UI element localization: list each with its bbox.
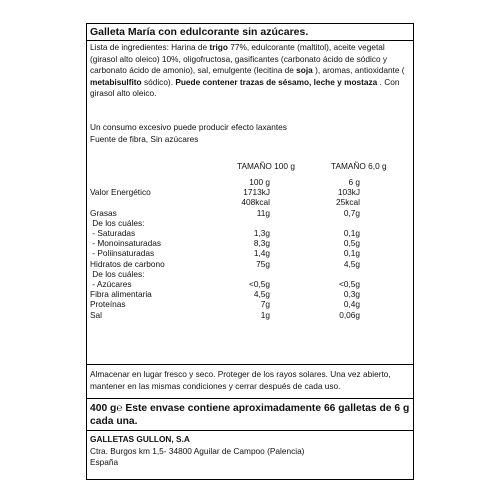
nutrition-row — [87, 197, 413, 207]
nutrient-name: Fibra alimentaria — [90, 289, 152, 300]
company-address: Ctra. Burgos km 1,5- 34800 Aguilar de Campoo (Palencia) — [90, 445, 305, 456]
nutrient-name: De los cuáles: — [90, 268, 145, 279]
nutrition-row — [87, 279, 413, 289]
nutrient-name: Proteínas — [90, 299, 126, 310]
value-per-portion: <0,5g — [339, 279, 360, 289]
value-per-100g: 1g — [260, 309, 270, 320]
value-per-100g: 7g — [260, 299, 270, 310]
nutrition-row — [87, 187, 413, 197]
nutrition-row — [87, 177, 413, 187]
nutrient-name: Grasas — [90, 207, 117, 218]
nutrient-name: Hidratos de carbono — [90, 258, 165, 269]
ingredient-highlight: metabisulfito — [90, 76, 142, 87]
nutrient-name: - Monoinsaturadas — [90, 238, 162, 249]
value-per-portion: 0,1g — [343, 228, 360, 238]
value-per-100g: 408kcal — [241, 197, 270, 208]
nutrition-row — [87, 248, 413, 258]
value-per-portion: 0,06g — [339, 309, 360, 320]
value-per-100g: 8,3g — [253, 238, 270, 249]
nutrition-row — [87, 310, 413, 320]
value-per-100g: <0,5g — [249, 279, 270, 289]
nutrient-name: - Azúcares — [90, 279, 132, 289]
nutrition-row — [87, 299, 413, 309]
divider — [87, 430, 413, 431]
value-per-100g: 1713kJ — [243, 187, 270, 198]
divider — [87, 398, 413, 399]
nutrient-name: Sal — [90, 309, 102, 320]
nutrition-row — [87, 208, 413, 218]
value-per-100g: 4,5g — [253, 289, 270, 300]
laxative-warning: Un consumo excesivo puede producir efecto laxantes — [90, 122, 287, 132]
ingredients-list — [90, 42, 412, 100]
nutrient-name: Valor Energético — [90, 187, 151, 198]
ingredient-text: 77%, edulcorante (maltitol), aceite vegetal (girasol alto oleico) 10%, oligofructosa, gasificantes (carbonato ácido de sódico y carbonato ácido de amonio), sal, emulgente (lecitina de — [90, 42, 388, 75]
ingredient-text: ), aromas, antioxidante ( — [312, 65, 405, 75]
nutrition-claim: Fuente de fibra, Sin azúcares — [90, 134, 199, 144]
ingredient-highlight: soja — [296, 65, 313, 75]
company-country: España — [90, 457, 119, 467]
ingredient-text: Lista de ingredientes: Harina de — [90, 42, 210, 52]
value-per-100g: 100 g — [249, 177, 270, 187]
value-per-100g: 75g — [256, 258, 270, 269]
value-per-portion: 6 g — [348, 177, 360, 187]
value-per-100g: 11g — [256, 207, 270, 218]
package-info: 400 g℮ Este envase contiene aproximadamente 66 galletas de 6 g cada una. — [90, 403, 410, 427]
nutrient-name: - Poliinsaturadas — [90, 248, 155, 259]
column-header-100g: TAMAÑO 100 g — [237, 161, 295, 171]
nutrient-name: - Saturadas — [90, 228, 136, 238]
nutrition-row — [87, 269, 413, 279]
value-per-portion: 103kJ — [337, 187, 360, 198]
ingredient-highlight: trigo — [209, 42, 228, 52]
nutrition-row — [87, 228, 413, 238]
nutrition-row — [87, 259, 413, 269]
value-per-portion: 4,5g — [343, 258, 360, 269]
value-per-portion: 0,3g — [343, 289, 360, 300]
storage-instructions: Almacenar en lugar fresco y seco. Proteger de los rayos solares. Una vez abierto, mantener en las mismas condiciones y cerrar después de cada uso. — [90, 369, 391, 391]
divider — [87, 40, 413, 41]
nutrient-name: De los cuáles: — [90, 217, 145, 228]
nutrition-row — [87, 238, 413, 248]
value-per-portion: 0,4g — [343, 299, 360, 310]
ingredient-text: . Con girasol alto oleico. — [90, 76, 400, 98]
value-per-portion: 25kcal — [336, 197, 360, 208]
value-per-portion: 0,1g — [343, 248, 360, 259]
divider — [87, 364, 413, 365]
nutrition-row — [87, 218, 413, 228]
value-per-100g: 1,4g — [253, 248, 270, 259]
value-per-100g: 1,3g — [253, 228, 270, 238]
value-per-portion: 0,7g — [343, 207, 360, 218]
company-name: GALLETAS GULLON, S.A — [90, 434, 190, 444]
company-info — [90, 434, 304, 469]
nutrition-row — [87, 289, 413, 299]
value-per-portion: 0,5g — [343, 238, 360, 249]
product-label — [86, 23, 414, 480]
product-title: Galleta María con edulcorante sin azúcares. — [90, 26, 309, 38]
column-header-portion: TAMAÑO 6,0 g — [331, 161, 387, 171]
ingredient-text: sódico). — [141, 76, 176, 87]
ingredient-highlight: Puede contener trazas de sésamo, leche y mostaza — [175, 76, 378, 87]
